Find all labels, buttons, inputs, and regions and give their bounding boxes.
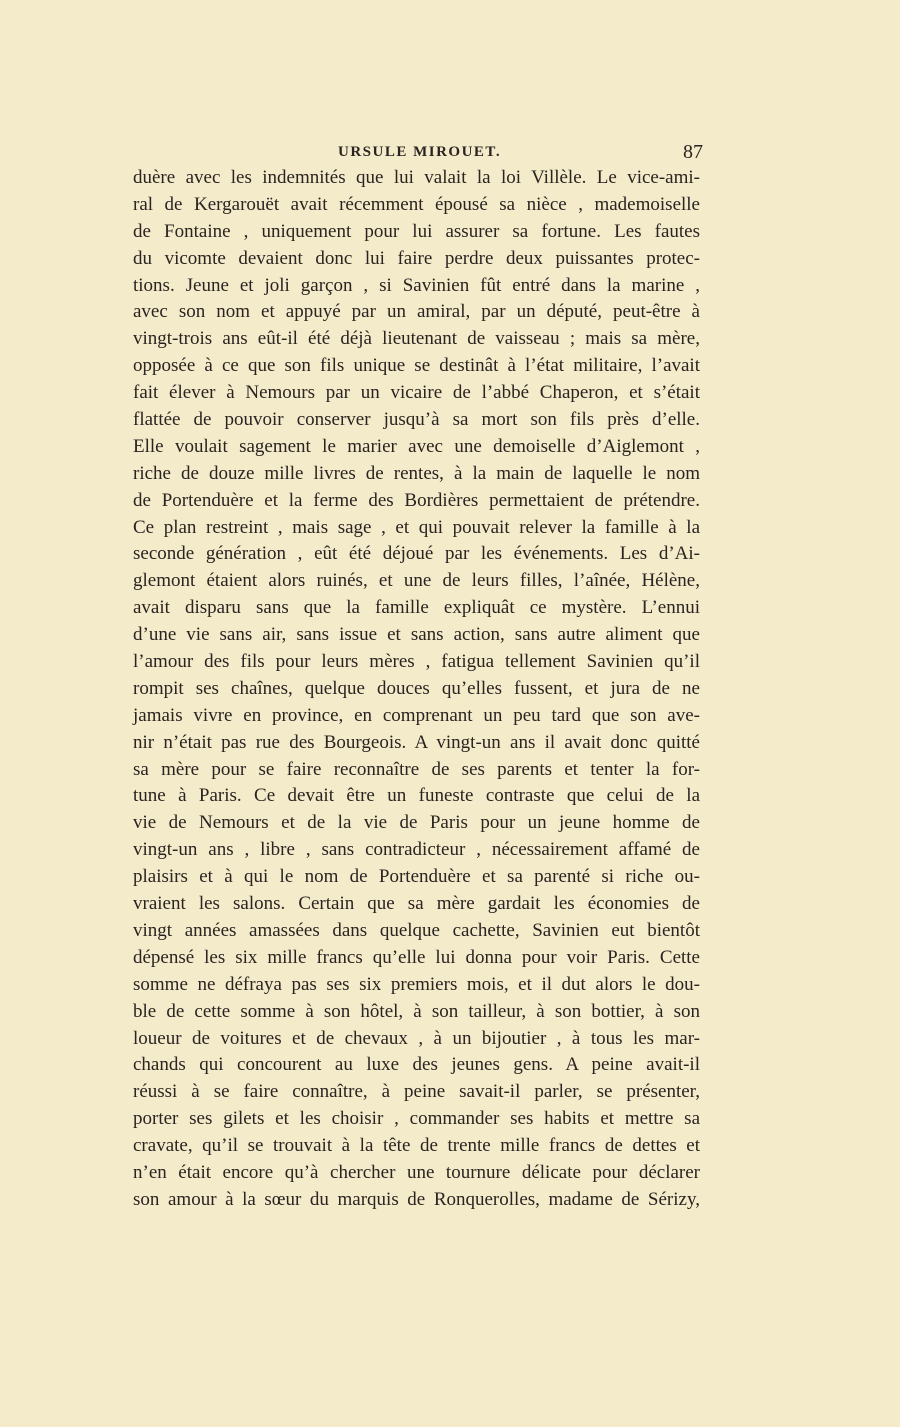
text-line: tune à Paris. Ce devait être un funeste contraste que celui de la xyxy=(133,785,700,807)
text-line: vraient les salons. Certain que sa mère gardait les économies de xyxy=(133,893,700,915)
text-line: fait élever à Nemours par un vicaire de l’abbé Chaperon, et s’était xyxy=(133,382,700,404)
text-line: ral de Kergarouët avait récemment épousé sa nièce , mademoiselle xyxy=(133,193,700,215)
text-line: de Portenduère et la ferme des Bordières permettaient de prétendre. xyxy=(133,489,700,511)
text-line: Elle voulait sagement le marier avec une demoiselle d’Aiglemont , xyxy=(133,435,700,457)
running-title: URSULE MIROUET. xyxy=(338,144,502,160)
text-line: riche de douze mille livres de rentes, à la main de laquelle le nom xyxy=(133,462,700,484)
text-line: d’une vie sans air, sans issue et sans action, sans autre aliment que xyxy=(133,624,700,646)
text-line: flattée de pouvoir conserver jusqu’à sa mort son fils près d’elle. xyxy=(133,409,700,431)
text-line: chands qui concourent au luxe des jeunes gens. A peine avait-il xyxy=(133,1054,700,1076)
text-line: glemont étaient alors ruinés, et une de leurs filles, l’aînée, Hélène, xyxy=(133,570,700,592)
text-line: somme ne défraya pas ses six premiers mois, et il dut alors le dou- xyxy=(133,973,700,995)
text-line: vingt-trois ans eût-il été déjà lieutenant de vaisseau ; mais sa mère, xyxy=(133,328,700,350)
text-line: Ce plan restreint , mais sage , et qui pouvait relever la famille à la xyxy=(133,516,700,538)
text-line: avec son nom et appuyé par un amiral, par un député, peut-être à xyxy=(133,301,700,323)
text-line: ble de cette somme à son hôtel, à son tailleur, à son bottier, à son xyxy=(133,1000,700,1022)
text-line: opposée à ce que son fils unique se destinât à l’état militaire, l’avait xyxy=(133,355,700,377)
text-line: dépensé les six mille francs qu’elle lui donna pour voir Paris. Cette xyxy=(133,946,700,968)
text-line: vingt-un ans , libre , sans contradicteur , nécessairement affamé de xyxy=(133,839,700,861)
text-line: loueur de voitures et de chevaux , à un bijoutier , à tous les mar- xyxy=(133,1027,700,1049)
body-text xyxy=(133,165,700,1214)
text-line: avait disparu sans que la famille expliquât ce mystère. L’ennui xyxy=(133,597,700,619)
text-line: duère avec les indemnités que lui valait la loi Villèle. Le vice-ami- xyxy=(133,167,700,188)
text-line: l’amour des fils pour leurs mères , fatigua tellement Savinien qu’il xyxy=(133,651,700,673)
text-line: cravate, qu’il se trouvait à la tête de trente mille francs de dettes et xyxy=(133,1135,700,1157)
text-line: du vicomte devaient donc lui faire perdre deux puissantes protec- xyxy=(133,247,700,269)
text-line: seconde génération , eût été déjoué par les événements. Les d’Ai- xyxy=(133,543,700,565)
text-line: rompit ses chaînes, quelque douces qu’elles fussent, et jura de ne xyxy=(133,677,700,699)
text-line: réussi à se faire connaître, à peine savait-il parler, se présenter, xyxy=(133,1081,700,1103)
text-line: nir n’était pas rue des Bourgeois. A vingt-un ans il avait donc quitté xyxy=(133,731,700,753)
text-line: de Fontaine , uniquement pour lui assurer sa fortune. Les fautes xyxy=(133,220,700,242)
page-number: 87 xyxy=(683,141,703,163)
text-line: n’en était encore qu’à chercher une tournure délicate pour déclarer xyxy=(133,1161,700,1183)
text-line: vingt années amassées dans quelque cachette, Savinien eut bientôt xyxy=(133,919,700,941)
page-header xyxy=(133,143,703,162)
text-line: vie de Nemours et de la vie de Paris pour un jeune homme de xyxy=(133,812,700,834)
text-line: jamais vivre en province, en comprenant un peu tard que son ave- xyxy=(133,704,700,726)
text-line: porter ses gilets et les choisir , commander ses habits et mettre sa xyxy=(133,1108,700,1130)
text-line: tions. Jeune et joli garçon , si Savinien fût entré dans la marine , xyxy=(133,274,700,296)
text-line: son amour à la sœur du marquis de Ronquerolles, madame de Sérizy, xyxy=(133,1188,700,1210)
text-line: plaisirs et à qui le nom de Portenduère et sa parenté si riche ou- xyxy=(133,866,700,888)
text-line: sa mère pour se faire reconnaître de ses parents et tenter la for- xyxy=(133,758,700,780)
